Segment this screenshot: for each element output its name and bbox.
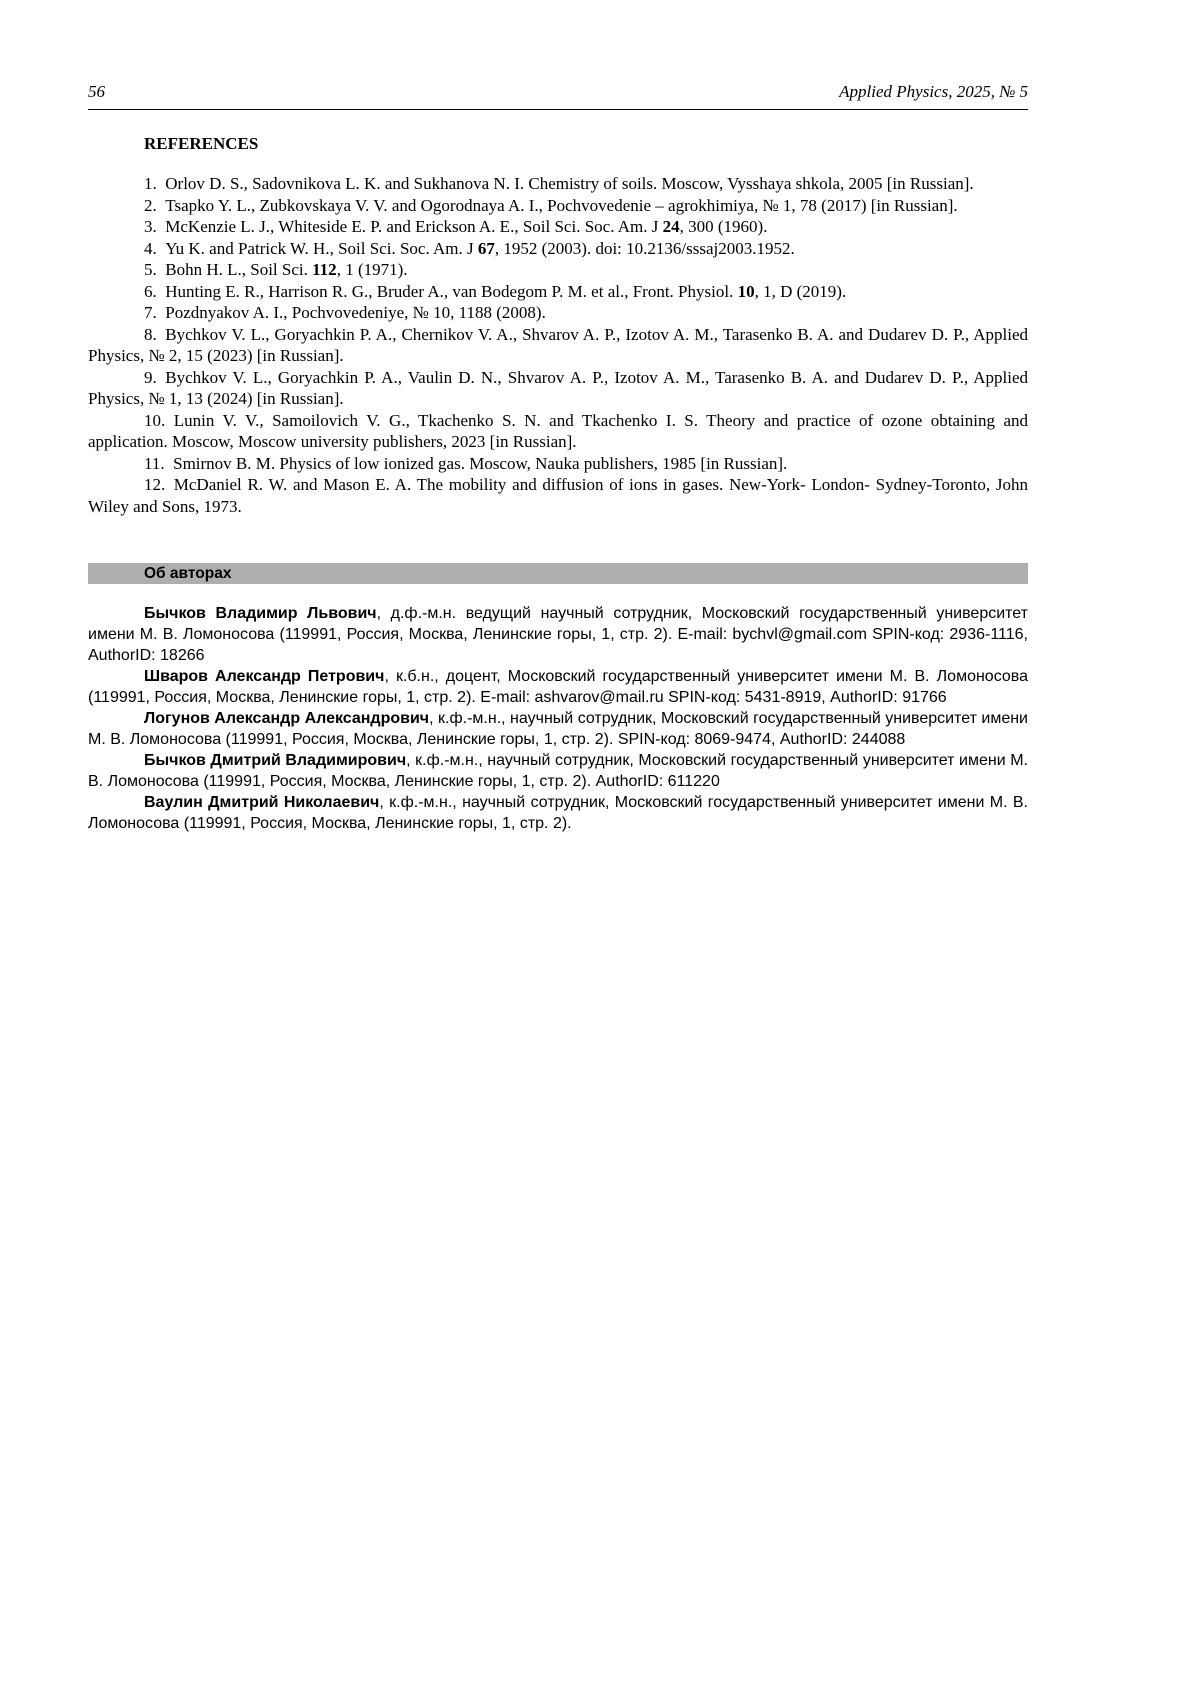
reference-text: 8. Bychkov V. L., Goryachkin P. A., Chernikov V. A., Shvarov A. P., Izotov A. M., Tarasenko B. A. and Dudarev D. P., Applied Physics, № 2, 15 (2023) [in Russian]. xyxy=(88,324,1028,365)
reference-text: , 1952 (2003). doi: 10.2136/sssaj2003.1952. xyxy=(494,238,795,258)
author-details: , к.ф.-м.н., научный сотрудник, Московский государственный университет имени М. В. Ломоносова (119991, Россия, Москва, Ленинские горы, 1, стр. 2). SPIN-код: 8069-9474, AuthorID: 244088 xyxy=(88,710,1028,748)
reference-text: 9. Bychkov V. L., Goryachkin P. A., Vaulin D. N., Shvarov A. P., Izotov A. M., Tarasenko B. A. and Dudarev D. P., Applied Physics, № 1, 13 (2024) [in Russian]. xyxy=(88,367,1028,408)
page-header xyxy=(88,82,1028,110)
authors-list xyxy=(88,603,1028,834)
reference-text: 10. Lunin V. V., Samoilovich V. G., Tkachenko S. N. and Tkachenko I. S. Theory and practice of ozone obtaining and application. Moscow, Moscow university publishers, 2023 [in Russian]. xyxy=(88,410,1028,451)
reference-volume-bold: 24 xyxy=(662,217,680,236)
author-details: , к.б.н., доцент, Московский государственный университет имени М. В. Ломоносова (119991, Россия, Москва, Ленинские горы, 1, стр. 2). E-mail: ashvarov@mail.ru SPIN-код: 5431-8919, AuthorID: 91766 xyxy=(88,668,1028,706)
author-entry xyxy=(88,792,1028,834)
reference-item xyxy=(88,324,1028,367)
reference-text: 4. Yu K. and Patrick W. H., Soil Sci. Soc. Am. J xyxy=(144,238,478,258)
author-name: Логунов Александр Александрович xyxy=(144,710,430,727)
reference-text: 2. Tsapko Y. L., Zubkovskaya V. V. and Ogorodnaya A. I., Pochvovedenie – agrokhimiya, № 1, 78 (2017) [in Russian]. xyxy=(144,195,958,215)
reference-item xyxy=(88,453,1028,475)
author-name: Ваулин Дмитрий Николаевич xyxy=(144,794,380,811)
reference-item xyxy=(88,281,1028,303)
author-details: , к.ф.-м.н., научный сотрудник, Московский государственный университет имени М. В. Ломоносова (119991, Россия, Москва, Ленинские горы, 1, стр. 2). AuthorID: 611220 xyxy=(88,752,1029,790)
references-list xyxy=(88,173,1028,517)
reference-item xyxy=(88,474,1028,517)
reference-text: 12. McDaniel R. W. and Mason E. A. The mobility and diffusion of ions in gases. New-York- London- Sydney-Toronto, John Wiley and Sons, 1973. xyxy=(88,475,1028,516)
author-entry xyxy=(88,666,1028,708)
reference-text: 7. Pozdnyakov A. I., Pochvovedeniye, № 10, 1188 (2008). xyxy=(144,303,546,322)
reference-item xyxy=(88,195,1028,217)
about-authors-heading: Об авторах xyxy=(144,564,232,582)
page-number: 56 xyxy=(88,82,105,101)
author-name: Шваров Александр Петрович xyxy=(144,668,385,685)
reference-text: 1. Orlov D. S., Sadovnikova L. K. and Sukhanova N. I. Chemistry of soils. Moscow, Vysshaya shkola, 2005 [in Russian]. xyxy=(144,174,974,193)
author-details: , к.ф.-м.н., научный сотрудник, Московский государственный университет имени М. В. Ломоносова (119991, Россия, Москва, Ленинские горы, 1, стр. 2). xyxy=(88,794,1029,832)
author-details: , д.ф.-м.н. ведущий научный сотрудник, Московский государственный университет имени М. В. Ломоносова (119991, Россия, Москва, Ленинские горы, 1, стр. 2). E-mail: bychvl@gmail.com SPIN-код: 2936-1116, AuthorID: 18266 xyxy=(88,605,1028,664)
reference-text: , 300 (1960). xyxy=(679,217,768,236)
reference-item xyxy=(88,410,1028,453)
author-name: Бычков Дмитрий Владимирович xyxy=(144,752,407,769)
page-content xyxy=(0,0,1200,834)
reference-item xyxy=(88,302,1028,324)
author-entry xyxy=(88,603,1028,666)
reference-text: 11. Smirnov B. M. Physics of low ionized gas. Moscow, Nauka publishers, 1985 [in Russian]. xyxy=(144,453,788,473)
reference-text: , 1, D (2019). xyxy=(754,281,847,301)
about-authors-bar xyxy=(88,563,1028,584)
reference-item xyxy=(88,367,1028,410)
author-name: Бычков Владимир Львович xyxy=(144,605,377,622)
reference-text: 5. Bohn H. L., Soil Sci. xyxy=(144,260,313,279)
reference-volume-bold: 10 xyxy=(737,281,755,301)
reference-text: 6. Hunting E. R., Harrison R. G., Bruder A., van Bodegom P. M. et al., Front. Physiol. xyxy=(144,281,738,301)
journal-title: Applied Physics, 2025, № 5 xyxy=(839,82,1028,101)
reference-item xyxy=(88,216,1028,238)
reference-volume-bold: 112 xyxy=(312,260,337,279)
author-entry xyxy=(88,708,1028,750)
reference-volume-bold: 67 xyxy=(477,238,495,258)
reference-item xyxy=(88,238,1028,260)
author-entry xyxy=(88,750,1028,792)
references-heading: REFERENCES xyxy=(144,134,259,153)
reference-text: , 1 (1971). xyxy=(336,260,408,279)
reference-item xyxy=(88,173,1028,195)
reference-text: 3. McKenzie L. J., Whiteside E. P. and Erickson A. E., Soil Sci. Soc. Am. J xyxy=(144,217,663,236)
reference-item xyxy=(88,259,1028,281)
